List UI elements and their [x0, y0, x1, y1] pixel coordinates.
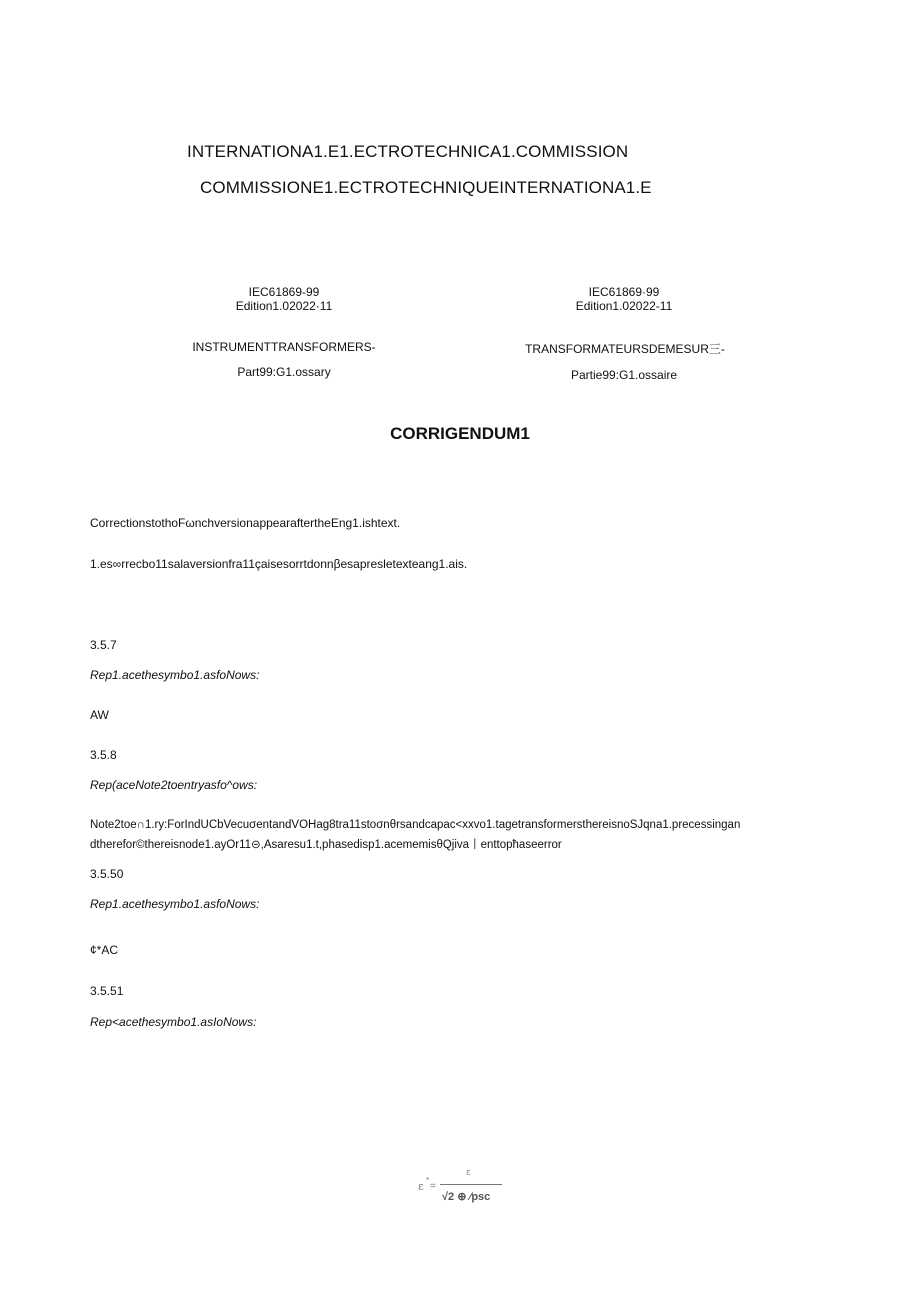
org-name-french: COMMISSIONE1.ECTROTECHNIQUEINTERNATIONA1.E	[200, 178, 652, 197]
section-number: 3.5.51	[90, 984, 124, 998]
corrigendum-title: CORRIGENDUM1	[390, 424, 530, 443]
section-instruction: Rep(aceNote2toentryasfo^ows:	[90, 778, 258, 792]
section-number: 3.5.50	[90, 867, 124, 881]
formula-fraction-bar	[440, 1184, 502, 1185]
section-content: ¢*AC	[90, 943, 119, 957]
right-title: TRANSFORMATEURSDEMESUR三-	[525, 342, 725, 356]
formula-image	[418, 1168, 508, 1212]
section-content: AW	[90, 708, 109, 722]
left-part: Part99:G1.ossary	[237, 365, 331, 379]
formula-equals: =	[430, 1181, 436, 1192]
formula-lhs: ε	[418, 1180, 424, 1193]
section-instruction: Rep1.acethesymbo1.asfoNows:	[90, 897, 260, 911]
org-name-english: INTERNATIONA1.E1.ECTROTECHNICA1.COMMISSION	[187, 142, 629, 161]
right-edition: Edition1.02022-11	[575, 299, 673, 313]
note-line-1: Note2toe∩1.ry:ForIndUCbVecuσentandVOHag8tra11stoσnθrsandcapac<xxvo1.tagetransformersthereisnoSJqna1.precessingan	[90, 819, 741, 831]
formula-numerator: ε	[466, 1168, 471, 1178]
right-part: Partie99:G1.ossaire	[570, 368, 678, 382]
right-standard-ref: IEC61869·99	[588, 285, 660, 299]
formula-sup: *	[426, 1176, 430, 1185]
section-instruction: Rep<acethesymbo1.asIoNows:	[90, 1015, 257, 1029]
left-edition: Edition1.02022·11	[235, 299, 333, 313]
section-number: 3.5.8	[90, 748, 117, 762]
section-number: 3.5.7	[90, 638, 117, 652]
intro-english: CorrectionstothoFωnchversionappearaftertheEng1.ishtext.	[90, 516, 401, 530]
formula-denominator: √2 ⊕ ∕psc	[442, 1191, 491, 1203]
left-standard-ref: IEC61869-99	[248, 285, 320, 299]
section-instruction: Rep1.acethesymbo1.asfoNows:	[90, 668, 260, 682]
intro-french: 1.es∞rrecbo11salaversionfra11çaisesorrtdonnβesapresletexteang1.ais.	[90, 557, 468, 571]
left-title: INSTRUMENTTRANSFORMERS-	[192, 340, 376, 354]
note-line-2: dtherefor©thereisnode1.ayOr11⊝,Asaresu1.t,phasedisp1.acememisθQjiva丨enttopħaseerror	[90, 839, 562, 851]
